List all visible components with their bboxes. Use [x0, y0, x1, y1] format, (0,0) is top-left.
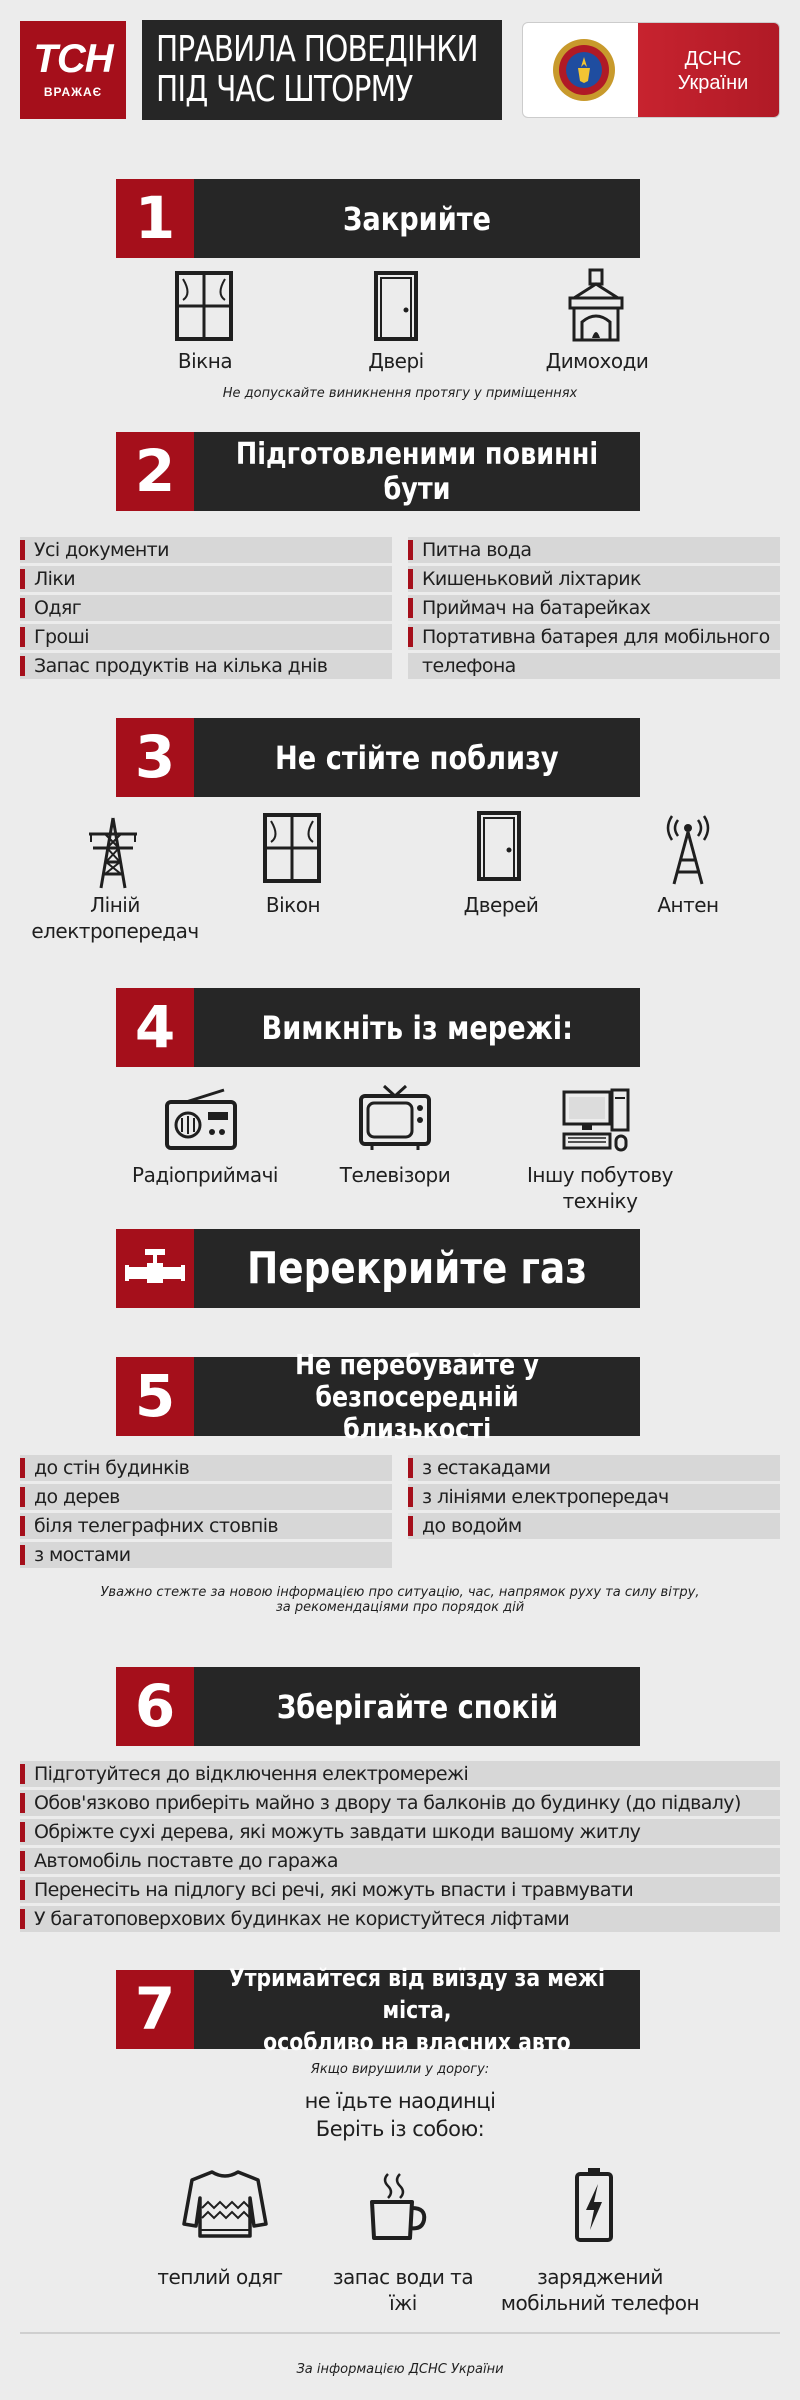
take-item-warm-clothes: теплий одяг: [157, 2265, 283, 2289]
section-1-note: Не допускайте виникнення протягу у приміщеннях: [222, 386, 578, 401]
list-item: Портативна батарея для мобільного: [408, 624, 780, 650]
list-item: Приймач на батарейках: [408, 595, 780, 621]
unplug-item-radios: Радіоприймачі: [132, 1163, 278, 1187]
power-line-tower-icon: [83, 816, 143, 890]
close-item-chimneys: Димоходи: [545, 349, 649, 373]
list-item: телефона: [408, 653, 780, 679]
stand-item-power-lines: Ліній електропередач: [31, 893, 199, 943]
radio-icon: [164, 1088, 238, 1152]
antenna-icon: [662, 814, 714, 886]
close-item-doors: Двері: [368, 349, 424, 373]
page-title-line2: ПІД ЧАС ШТОРМУ: [156, 69, 413, 110]
list-item: з мостами: [20, 1542, 392, 1568]
gas-valve-icon: [125, 1247, 185, 1291]
dsns-badge: [522, 22, 780, 118]
section-7-not-alone: не їдьте наодинці: [304, 2089, 496, 2113]
charged-battery-icon: [574, 2166, 614, 2242]
list-item: з лініями електропередач: [408, 1484, 780, 1510]
fireplace-icon: [564, 268, 628, 342]
section-7-number: 7: [116, 1970, 194, 2049]
mug-icon: [366, 2170, 430, 2242]
tsn-logo: [20, 21, 126, 119]
section-6-title: Зберігайте спокій: [194, 1667, 640, 1746]
dsns-label: ДСНС України: [677, 48, 749, 94]
section-2-number: 2: [116, 432, 194, 511]
section-7-trip-note: Якщо вирушили у дорогу:: [310, 2062, 490, 2077]
window-icon: [262, 812, 322, 884]
list-item: Кишеньковий ліхтарик: [408, 566, 780, 592]
section-7-take-with: Беріть із собою:: [315, 2117, 485, 2141]
gas-valve-badge: [116, 1229, 194, 1308]
section-6-number: 6: [116, 1667, 194, 1746]
page-title-line1: ПРАВИЛА ПОВЕДІНКИ: [156, 29, 478, 70]
section-4-number: 4: [116, 988, 194, 1067]
unplug-item-tvs: Телевізори: [339, 1163, 451, 1187]
list-item: до дерев: [20, 1484, 392, 1510]
gas-title: Перекрийте газ: [194, 1229, 640, 1308]
window-icon: [174, 270, 234, 342]
stand-item-antennas: Антен: [657, 893, 719, 917]
tv-icon: [358, 1084, 432, 1152]
section-5-note: Уважно стежте за новою інформацією про ситуацію, час, напрямок руху та силу вітру, за рекомендаціями про порядок дій: [100, 1585, 700, 1615]
section-5-title: Не перебувайте у безпосередній близькості: [194, 1357, 640, 1436]
list-item: Усі документи: [20, 537, 392, 563]
list-item: Перенесіть на підлогу всі речі, які можуть впасти і травмувати: [20, 1877, 780, 1903]
list-item: Обов'язково приберіть майно з двору та балконів до будинку (до підвалу): [20, 1790, 780, 1816]
section-1-title: Закрийте: [194, 179, 640, 258]
tsn-logo-tagline: ВРАЖАЄ: [43, 85, 103, 99]
unplug-item-appliances: Іншу побутову техніку: [527, 1163, 673, 1213]
section-4-title: Вимкніть із мережі:: [194, 988, 640, 1067]
take-item-water-food: запас води та їжі: [332, 2265, 474, 2315]
door-icon: [476, 810, 522, 882]
sweater-icon: [182, 2168, 268, 2240]
list-item: з естакадами: [408, 1455, 780, 1481]
dsns-emblem-icon: [551, 37, 617, 103]
footer-source: За інформацією ДСНС України: [296, 2362, 504, 2377]
section-3-title: Не стійте поблизу: [194, 718, 640, 797]
list-item: Підготуйтеся до відключення електромережі: [20, 1761, 780, 1787]
close-item-windows: Вікна: [177, 349, 233, 373]
section-2-title: Підготовленими повинні бути: [194, 432, 640, 511]
list-item: до водойм: [408, 1513, 780, 1539]
stand-item-windows: Вікон: [265, 893, 321, 917]
section-5-number: 5: [116, 1357, 194, 1436]
take-item-phone: заряджений мобільний телефон: [500, 2265, 700, 2315]
door-icon: [373, 270, 419, 342]
list-item: Питна вода: [408, 537, 780, 563]
page-title: [142, 20, 502, 120]
list-item: Обріжте сухі дерева, які можуть завдати шкоди вашому житлу: [20, 1819, 780, 1845]
section-7-title: Утримайтеся від виїзду за межі міста, особливо на власних авто: [194, 1970, 640, 2049]
section-1-number: 1: [116, 179, 194, 258]
list-item: Ліки: [20, 566, 392, 592]
stand-item-doors: Дверей: [463, 893, 539, 917]
list-item: Запас продуктів на кілька днів: [20, 653, 392, 679]
list-item: Гроші: [20, 624, 392, 650]
divider: [20, 2332, 780, 2334]
computer-icon: [560, 1088, 632, 1154]
list-item: біля телеграфних стовпів: [20, 1513, 392, 1539]
tsn-logo-text: ТСН: [33, 37, 113, 81]
list-item: Автомобіль поставте до гаража: [20, 1848, 780, 1874]
list-item: Одяг: [20, 595, 392, 621]
list-item: У багатоповерхових будинках не користуйтеся ліфтами: [20, 1906, 780, 1932]
list-item: до стін будинків: [20, 1455, 392, 1481]
section-3-number: 3: [116, 718, 194, 797]
